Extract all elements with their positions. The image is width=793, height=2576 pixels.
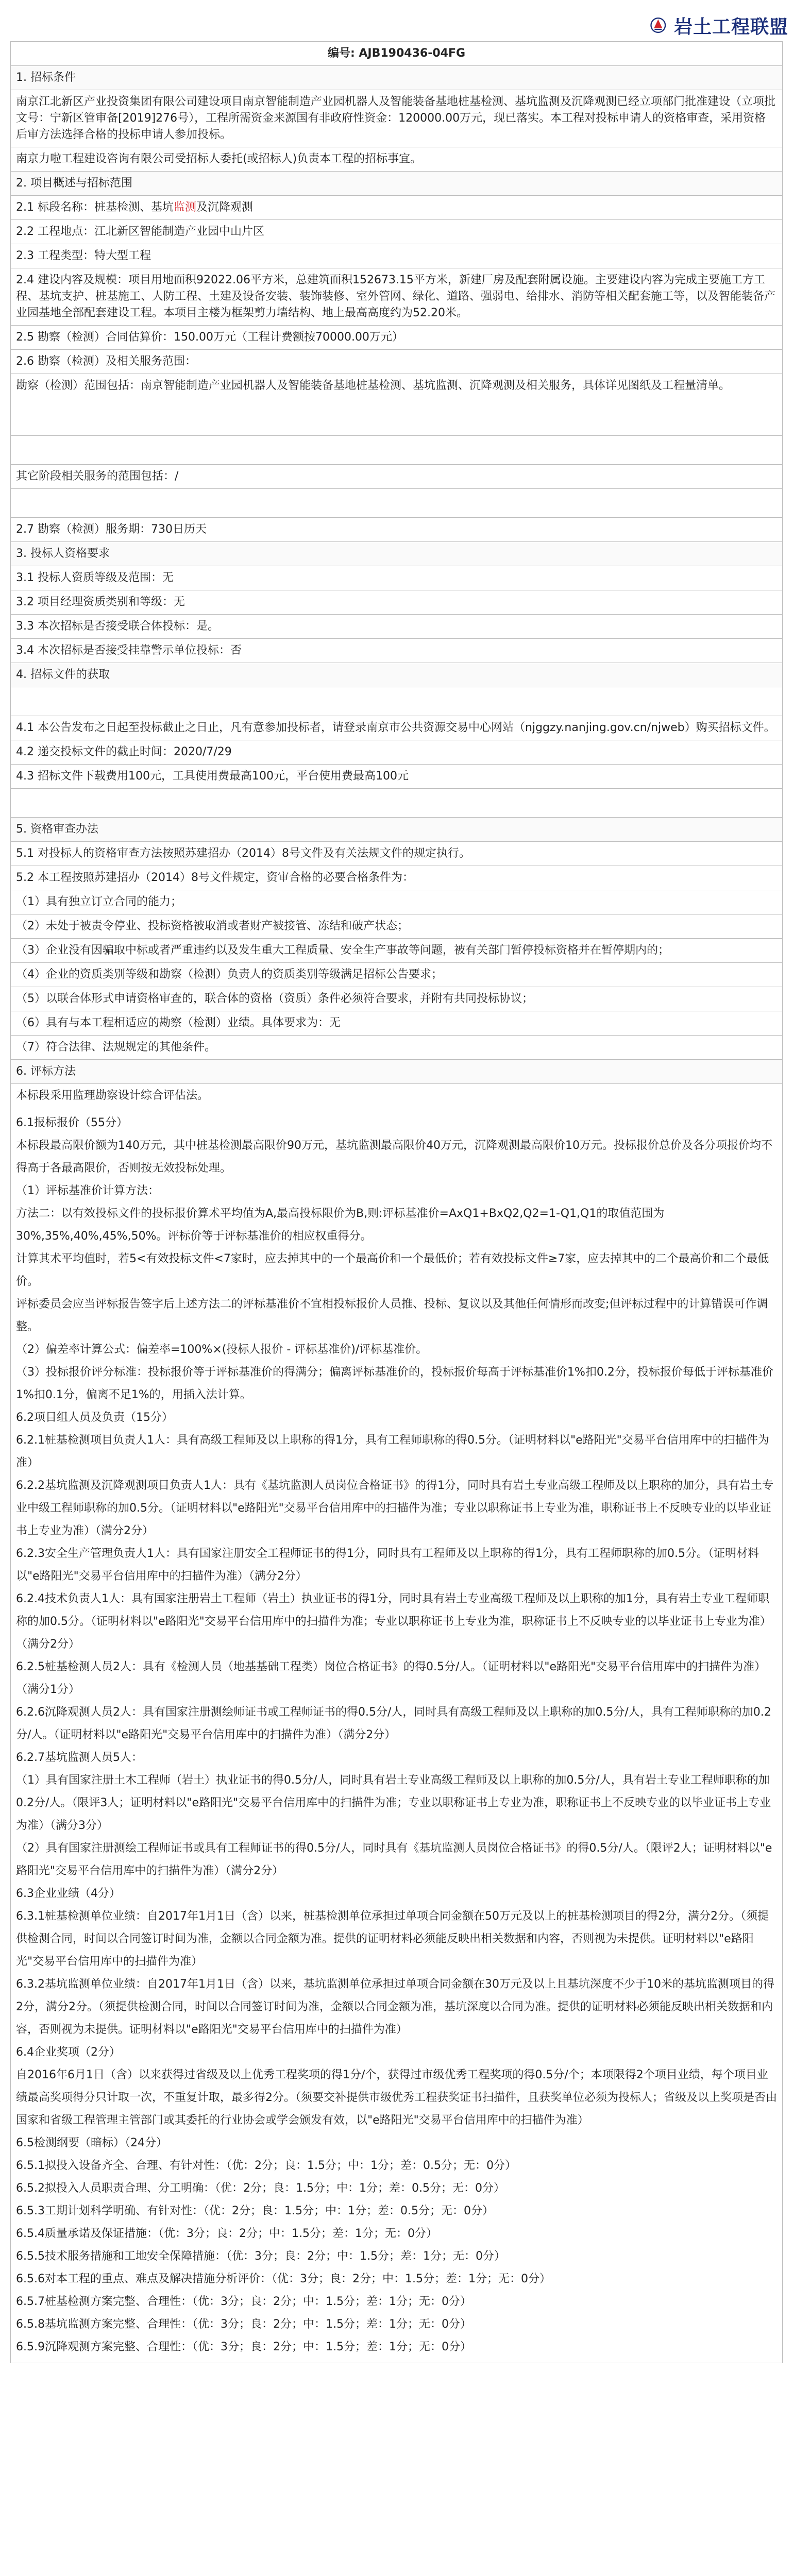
table-row: 2.2 工程地点：江北新区智能制造产业园中山片区 bbox=[10, 219, 783, 244]
section-heading: 5. 资格审查办法 bbox=[10, 817, 783, 841]
paragraph: 方法二：以有效投标文件的投标报价算术平均值为A,最高投标限价为B,则:评标基准价=AxQ1+BxQ2,Q2=1-Q1,Q1的取值范围为30%,35%,40%,45%,50%。评标价等于评标基准价的相应权重得分。 bbox=[16, 1207, 665, 1243]
table-row: 4.1 本公告发布之日起至投标截止之日止，凡有意参加投标者，请登录南京市公共资源交易中心网站（njggzy.nanjing.gov.cn/njweb）购买招标文件。 bbox=[10, 716, 783, 740]
paragraph: （1）评标基准价计算方法： bbox=[16, 1184, 159, 1197]
table-row: （3）企业没有因骗取中标或者严重违约以及发生重大工程质量、安全生产事故等问题，被有关部门暂停投标资格并在暂停期内的； bbox=[10, 938, 783, 962]
row-label: 及沉降观测 bbox=[196, 201, 254, 214]
paragraph: 6.2项目组人员及负责（15分） bbox=[16, 1411, 173, 1424]
brand-logo bbox=[649, 7, 788, 43]
row-label: 2.1 标段名称：桩基检测、基坑 bbox=[16, 201, 174, 214]
table-row: 4.3 招标文件下载费用100元，工具使用费最高100元，平台使用费最高100元 bbox=[10, 764, 783, 788]
table-row: 2.6 勘察（检测）及相关服务范围： bbox=[10, 349, 783, 374]
evaluation-details bbox=[10, 1108, 783, 2363]
logo-emblem-icon bbox=[649, 10, 669, 41]
logo-text: 岩土工程联盟 bbox=[673, 16, 788, 38]
table-row: 3.3 本次招标是否接受联合体投标：是。 bbox=[10, 614, 783, 638]
table-row: 南京力啦工程建设咨询有限公司受招标人委托(或招标人)负责本工程的招标事宜。 bbox=[10, 147, 783, 171]
table-row: 其它阶段相关服务的范围包括：/ bbox=[10, 464, 783, 488]
paragraph: （2）偏差率计算公式：偏差率=100%×(投标人报价 - 评标基准价)/评标基准价。 bbox=[16, 1343, 428, 1356]
paragraph: 6.5.6对本工程的重点、难点及解决措施分析评价：（优：3分；良：2分；中：1.5分；差：1分；无：0分） bbox=[16, 2273, 551, 2285]
paragraph: 6.5.2拟投入人员职责合理、分工明确：（优：2分；良：1.5分；中：1分；差：0.5分；无：0分） bbox=[16, 2182, 505, 2195]
table-row: 勘察（检测）范围包括：南京智能制造产业园机器人及智能装备基地桩基检测、基坑监测、沉降观测及相关服务，具体详见图纸及工程量清单。 bbox=[10, 374, 783, 435]
table-row: （4）企业的资质类别等级和勘察（检测）负责人的资质类别等级满足招标公告要求； bbox=[10, 962, 783, 987]
paragraph: 6.2.3安全生产管理负责人1人：具有国家注册安全工程师证书的得1分，同时具有工程师及以上职称的得1分，具有工程师职称的加0.5分。（证明材料以"e路阳光"交易平台信用库中的扫描件为准）（满分2分） bbox=[16, 1547, 759, 1583]
paragraph: 6.2.2基坑监测及沉降观测项目负责人1人：具有《基坑监测人员岗位合格证书》的得1分，同时具有岩土专业高级工程师及以上职称的加分，具有岩土专业中级工程师职称的加0.5分。（证明材料以"e路阳光"交易平台信用库中的扫描件为准；专业以职称证书上专业为准，职称证书上不反映专业的以毕业证书上专业为准）（满分2分） bbox=[16, 1479, 773, 1537]
paragraph: 6.2.5桩基检测人员2人：具有《检测人员（地基基础工程类）岗位合格证书》的得0.5分/人。（证明材料以"e路阳光"交易平台信用库中的扫描件为准）（满分1分） bbox=[16, 1660, 766, 1696]
table-row: 2.3 工程类型：特大型工程 bbox=[10, 244, 783, 268]
table-row: 2.5 勘察（检测）合同估算价：150.00万元（工程计费额按70000.00万元） bbox=[10, 325, 783, 349]
empty-row bbox=[10, 788, 783, 817]
paragraph: （2）具有国家注册测绘工程师证书或具有工程师证书的得0.5分/人，同时具有《基坑监测人员岗位合格证书》的得0.5分/人。（限评2人；证明材料以"e路阳光"交易平台信用库中的扫描件为准）（满分2分） bbox=[16, 1842, 772, 1877]
table-row: 2.4 建设内容及规模：项目用地面积92022.06平方米，总建筑面积152673.15平方米，新建厂房及配套附属设施。主要建设内容为完成主要施工方工程、基坑支护、桩基施工、人防工程、土建及设备安装、装饰装修、室外管网、绿化、道路、强弱电、给排水、消防等相关配套施工等，以及智能装备产业园基地全部配套建设工程。本项目主楼为框架剪力墙结构、地上最高高度约为52.20米。 bbox=[10, 268, 783, 325]
paragraph: 计算其术平均值时，若5<有效投标文件<7家时，应去掉其中的一个最高价和一个最低价；若有效投标文件≥7家，应去掉其中的二个最高价和二个最低价。 bbox=[16, 1252, 769, 1288]
section-heading: 6. 评标方法 bbox=[10, 1059, 783, 1083]
table-row: 南京江北新区产业投资集团有限公司建设项目南京智能制造产业园机器人及智能装备基地桩基检测、基坑监测及沉降观测已经立项部门批准建设（立项批文号：宁新区管审备[2019]276号），工程所需资金来源国有非政府性资金：120000.00万元，现已落实。本工程对投标申请人的资格审查，采用资格后审方法选择合格的投标申请人参加投标。 bbox=[10, 90, 783, 147]
table-row: 3.2 项目经理资质类别和等级：无 bbox=[10, 590, 783, 614]
empty-row bbox=[10, 687, 783, 716]
paragraph: 6.5.1拟投入设备齐全、合理、有针对性：（优：2分；良：1.5分；中：1分；差：0.5分；无：0分） bbox=[16, 2159, 516, 2172]
paragraph: 本标段最高限价额为140万元，其中桩基检测最高限价90万元，基坑监测最高限价40万元，沉降观测最高限价10万元。投标报价总价及各分项报价均不得高于各最高限价，否则按无效投标处理。 bbox=[16, 1139, 772, 1175]
section-heading: 3. 投标人资格要求 bbox=[10, 541, 783, 566]
table-row: 3.4 本次招标是否接受挂靠警示单位投标：否 bbox=[10, 638, 783, 663]
paragraph: 6.5.7桩基检测方案完整、合理性：（优：3分；良：2分；中：1.5分；差：1分；无：0分） bbox=[16, 2295, 471, 2308]
paragraph: 6.5.8基坑监测方案完整、合理性：（优：3分；良：2分；中：1.5分；差：1分；无：0分） bbox=[16, 2318, 471, 2331]
paragraph: 6.2.6沉降观测人员2人：具有国家注册测绘师证书或工程师证书的得0.5分/人，同时具有高级工程师及以上职称的加0.5分/人，具有工程师职称的加0.2分/人。（证明材料以"e路阳光"交易平台信用库中的扫描件为准）（满分2分） bbox=[16, 1706, 771, 1741]
paragraph: 6.5.3工期计划科学明确、有针对性：（优：2分；良：1.5分；中：1分；差：0.5分；无：0分） bbox=[16, 2205, 494, 2217]
empty-row bbox=[10, 488, 783, 517]
highlight-keyword: 监测 bbox=[173, 201, 196, 214]
paragraph: 自2016年6月1日（含）以来获得过省级及以上优秀工程奖项的得1分/个，获得过市级优秀工程奖项的得0.5分/个；本项限得2个项目业绩，每个项目业绩最高奖项得分只计取一次，不重复计取，最多得2分。（须要交补提供市级优秀工程获奖证书扫描件，且获奖单位必须为投标人；省级及以上奖项是否由国家和省级工程管理主管部门或其委托的行业协会或学会颁发有效，以"e路阳光"交易平台信用库中的扫描件为准） bbox=[16, 2069, 778, 2127]
table-row: 本标段采用监理勘察设计综合评估法。 bbox=[10, 1083, 783, 1108]
paragraph: 6.5.4质量承诺及保证措施：（优：3分；良：2分；中：1.5分；差：1分；无：0分） bbox=[16, 2227, 437, 2240]
table-row bbox=[10, 195, 783, 219]
table-row: （5）以联合体形式申请资格审查的，联合体的资格（资质）条件必须符合要求，并附有共同投标协议； bbox=[10, 987, 783, 1011]
table-row: 5.2 本工程按照苏建招办（2014）8号文件规定，资审合格的必要合格条件为： bbox=[10, 866, 783, 890]
paragraph: 6.4企业奖项（2分） bbox=[16, 2046, 121, 2059]
paragraph: 6.2.1桩基检测项目负责人1人：具有高级工程师及以上职称的得1分，具有工程师职称的得0.5分。（证明材料以"e路阳光"交易平台信用库中的扫描件为准） bbox=[16, 1434, 769, 1469]
table-row: 2.7 勘察（检测）服务期：730日历天 bbox=[10, 517, 783, 541]
paragraph: 6.5检测纲要（暗标）（24分） bbox=[16, 2137, 167, 2149]
document bbox=[10, 41, 783, 2363]
table-row: 5.1 对投标人的资格审查方法按照苏建招办（2014）8号文件及有关法规文件的规定执行。 bbox=[10, 841, 783, 866]
paragraph: 评标委员会应当评标报告签字后上述方法二的评标基准价不宜相投标报价人员推、投标、复议以及其他任何情形而改变;但评标过程中的计算错误可作调整。 bbox=[16, 1298, 768, 1333]
paragraph: 6.2.7基坑监测人员5人： bbox=[16, 1751, 143, 1764]
paragraph: 6.3企业业绩（4分） bbox=[16, 1887, 121, 1900]
table-row: 4.2 递交投标文件的截止时间：2020/7/29 bbox=[10, 740, 783, 764]
table-row: （1）具有独立订立合同的能力； bbox=[10, 890, 783, 914]
section-heading: 1. 招标条件 bbox=[10, 65, 783, 90]
paragraph: 6.5.9沉降观测方案完整、合理性：（优：3分；良：2分；中：1.5分；差：1分；无：0分） bbox=[16, 2341, 471, 2353]
paragraph: 6.3.2基坑监测单位业绩：自2017年1月1日（含）以来，基坑监测单位承担过单项合同金额在30万元及以上且基坑深度不少于10米的基坑监测项目的得2分，满分2分。（须提供检测合同，时间以合同签订时间为准，金额以合同金额为准，基坑深度以合同为准。提供的证明材料必须能反映出相关数据和内容，否则视为未提供。证明材料以"e路阳光"交易平台信用库中的扫描件为准） bbox=[16, 1978, 774, 2036]
table-row: （6）具有与本工程相适应的勘察（检测）业绩。具体要求为：无 bbox=[10, 1011, 783, 1035]
paragraph: （1）具有国家注册土木工程师（岩土）执业证书的得0.5分/人，同时具有岩土专业高级工程师及以上职称的加0.5分/人，具有岩土专业工程师职称的加0.2分/人。（限评3人；证明材料以"e路阳光"交易平台信用库中的扫描件为准；专业以职称证书上专业为准，职称证书上不反映专业的以毕业证书上专业为准）（满分3分） bbox=[16, 1774, 771, 1832]
table-row: （7）符合法律、法规规定的其他条件。 bbox=[10, 1035, 783, 1059]
document-number: 编号: AJB190436-04FG bbox=[10, 41, 783, 65]
paragraph: （3）投标报价评分标准：投标报价等于评标基准价的得满分；偏离评标基准价的，投标报价每高于评标基准价1%扣0.2分，投标报价每低于评标基准价1%扣0.1分，偏离不足1%的，用插入法计算。 bbox=[16, 1366, 773, 1401]
paragraph: 6.2.4技术负责人1人：具有国家注册岩土工程师（岩土）执业证书的得1分，同时具有岩土专业高级工程师及以上职称的加1分，具有岩土专业工程师职称的加0.5分。（证明材料以"e路阳光"交易平台信用库中的扫描件为准；专业以职称证书上专业为准，职称证书上不反映专业的以毕业证书上专业为准）（满分2分） bbox=[16, 1592, 771, 1651]
empty-row bbox=[10, 435, 783, 464]
section-heading: 4. 招标文件的获取 bbox=[10, 663, 783, 687]
table-row: 3.1 投标人资质等级及范围：无 bbox=[10, 566, 783, 590]
paragraph: 6.1报标报价（55分） bbox=[16, 1116, 128, 1129]
section-heading: 2. 项目概述与招标范围 bbox=[10, 171, 783, 195]
table-row: （2）未处于被责令停业、投标资格被取消或者财产被接管、冻结和破产状态； bbox=[10, 914, 783, 938]
paragraph: 6.5.5技术服务措施和工地安全保障措施：（优：3分；良：2分；中：1.5分；差：1分；无：0分） bbox=[16, 2250, 505, 2263]
paragraph: 6.3.1桩基检测单位业绩：自2017年1月1日（含）以来，桩基检测单位承担过单项合同金额在50万元及以上的桩基检测项目的得2分，满分2分。（须提供检测合同，时间以合同签订时间为准，金额以合同金额为准。提供的证明材料必须能反映出相关数据和内容，否则视为未提供。证明材料以"e路阳光"交易平台信用库中的扫描件为准） bbox=[16, 1910, 769, 1968]
